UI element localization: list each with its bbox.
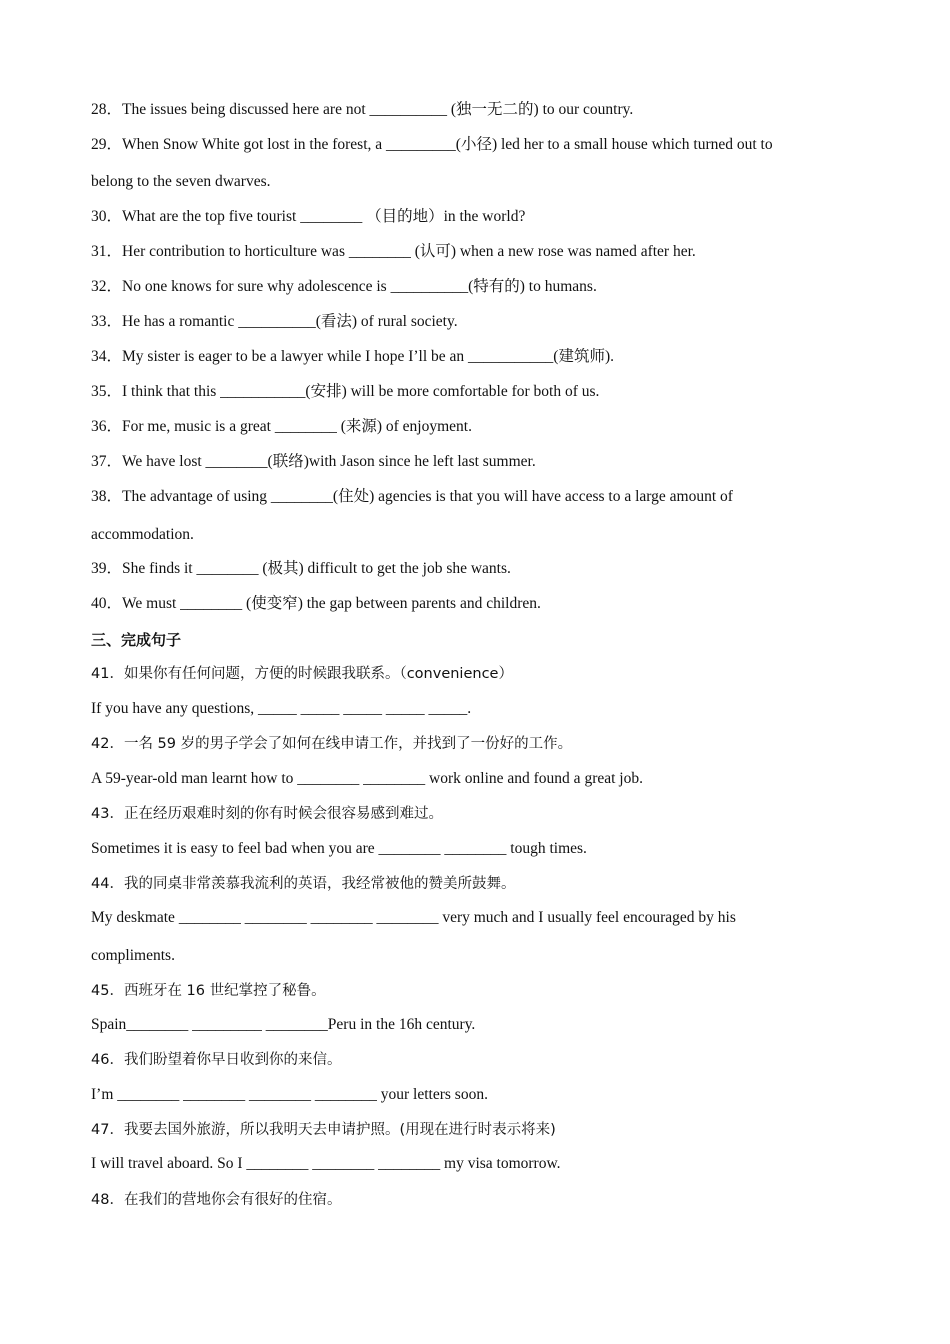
question-38-continued: accommodation. (91, 526, 194, 543)
question-35: 35．I think that this ___________(安排) will be more comfortable for both of us. (91, 383, 600, 400)
question-46-sentence: I’m ________ ________ ________ ________ your letters soon. (91, 1086, 488, 1103)
section-heading: 三、完成句子 (91, 631, 182, 649)
question-28: 28．The issues being discussed here are not __________ (独一无二的) to our country. (91, 101, 634, 118)
question-43-prompt: 43．正在经历艰难时刻的你有时候会很容易感到难过。 (91, 806, 443, 822)
question-47-sentence: I will travel aboard. So I ________ ________ ________ my visa tomorrow. (91, 1155, 561, 1172)
question-42-sentence: A 59-year-old man learnt how to ________ ________ work online and found a great job. (91, 770, 643, 787)
question-36: 36．For me, music is a great ________ (来源) of enjoyment. (91, 418, 472, 435)
question-29: 29．When Snow White got lost in the forest, a _________(小径) led her to a small house which turned out to (91, 136, 773, 153)
question-40: 40．We must ________ (使变窄) the gap between parents and children. (91, 595, 541, 612)
question-39: 39．She finds it ________ (极其) difficult to get the job she wants. (91, 560, 511, 577)
question-38: 38．The advantage of using ________(住处) agencies is that you will have access to a large amount of (91, 488, 733, 505)
question-46-prompt: 46．我们盼望着你早日收到你的来信。 (91, 1052, 342, 1068)
question-47-prompt: 47．我要去国外旅游，所以我明天去申请护照。(用现在进行时表示将来) (91, 1122, 556, 1138)
question-31: 31．Her contribution to horticulture was ________ (认可) when a new rose was named after her. (91, 243, 696, 260)
question-48-prompt: 48．在我们的营地你会有很好的住宿。 (91, 1192, 342, 1208)
question-29-continued: belong to the seven dwarves. (91, 173, 271, 190)
question-32: 32．No one knows for sure why adolescence is __________(特有的) to humans. (91, 278, 597, 295)
question-43-sentence: Sometimes it is easy to feel bad when you are ________ ________ tough times. (91, 840, 587, 857)
question-45-sentence: Spain________ _________ ________Peru in the 16h century. (91, 1016, 476, 1033)
question-42-prompt: 42．一名 59 岁的男子学会了如何在线申请工作，并找到了一份好的工作。 (91, 736, 573, 752)
question-41-sentence: If you have any questions, _____ _____ _____ _____ _____. (91, 700, 472, 717)
question-45-prompt: 45．西班牙在 16 世纪掌控了秘鲁。 (91, 983, 326, 999)
question-37: 37．We have lost ________(联络)with Jason since he left last summer. (91, 453, 536, 470)
question-33: 33．He has a romantic __________(看法) of rural society. (91, 313, 458, 330)
question-44-continued: compliments. (91, 947, 175, 964)
question-34: 34．My sister is eager to be a lawyer while I hope I’ll be an ___________(建筑师). (91, 348, 614, 365)
question-44-prompt: 44．我的同桌非常羡慕我流利的英语，我经常被他的赞美所鼓舞。 (91, 876, 516, 892)
question-44-sentence: My deskmate ________ ________ ________ ________ very much and I usually feel encouraged by his (91, 909, 736, 926)
question-30: 30．What are the top five tourist ________ （目的地）in the world? (91, 208, 526, 225)
question-41-prompt: 41．如果你有任何问题，方便的时候跟我联系。（convenience） (91, 666, 513, 682)
